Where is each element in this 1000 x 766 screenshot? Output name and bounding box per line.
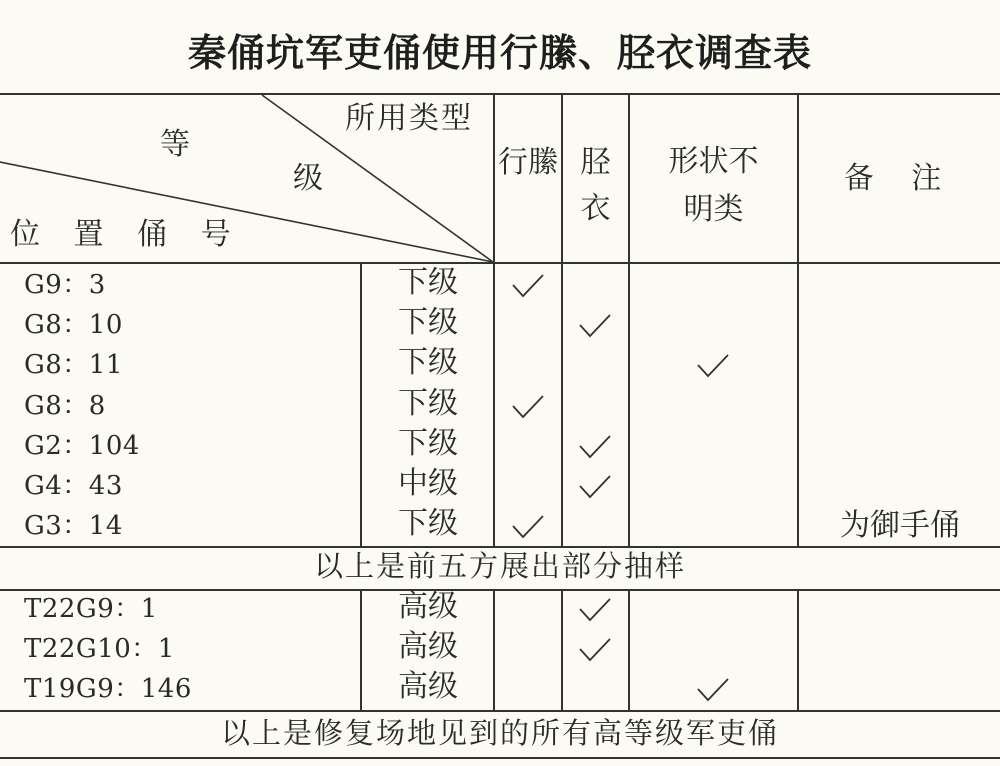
g1-row7-check-icon (511, 514, 545, 540)
corner-label-grade-2: 级 (293, 161, 323, 196)
table-title: 秦俑坑军吏俑使用行縢、胫衣调查表 (187, 31, 812, 75)
g1-row5-check-icon (578, 434, 612, 460)
g1-row3-level: 下级 (398, 345, 458, 380)
g2-row1-check-icon (578, 597, 612, 623)
col-header-unclear: 形状不明类 (668, 144, 759, 227)
g1-row6-check-icon (578, 474, 612, 500)
col-header-remarks: 备 注 (843, 161, 956, 196)
g1-row4-level: 下级 (398, 386, 458, 421)
g2-row1-level: 高级 (398, 589, 458, 624)
g1-row2-position: G8：10 (24, 310, 123, 340)
col-header-jingyi: 胫衣 (580, 145, 611, 226)
g1-row3-position: G8：11 (24, 350, 123, 380)
g2-row1-position: T22G9：1 (24, 594, 158, 624)
g1-row7-remark: 为御手俑 (840, 508, 960, 543)
g1-row1-level: 下级 (398, 265, 458, 300)
corner-label-type-1 (345, 102, 473, 136)
g1-row4-check-icon (511, 394, 545, 420)
corner-label-position: 位 置 俑 号 (10, 217, 243, 252)
g2-row2-position: T22G10：1 (24, 634, 175, 664)
g1-row1-check-icon (511, 273, 545, 299)
corner-label-type-text: 所用类型 (345, 101, 473, 136)
col-header-xingteng: 行縢 (498, 145, 558, 180)
g1-row4-position: G8：8 (24, 391, 106, 421)
g1-row7-level: 下级 (398, 506, 458, 541)
corner-label-grade-1: 等 (160, 127, 190, 162)
g2-row3-level: 高级 (398, 669, 458, 704)
g1-row3-check-icon (696, 353, 730, 379)
g1-row2-check-icon (578, 313, 612, 339)
g2-row3-check-icon (696, 677, 730, 703)
g1-row6-position: G4：43 (24, 471, 123, 501)
g1-row5-level: 下级 (398, 426, 458, 461)
g1-row2-level: 下级 (398, 305, 458, 340)
group2-summary: 以上是修复场地见到的所有高等级军吏俑 (220, 716, 779, 750)
g2-row2-level: 高级 (398, 629, 458, 664)
g2-row2-check-icon (578, 637, 612, 663)
g1-row7-position: G3：14 (24, 511, 123, 541)
group1-summary: 以上是前五方展出部分抽样 (313, 549, 686, 583)
g2-row3-position: T19G9：146 (24, 674, 192, 704)
g1-row6-level: 中级 (398, 466, 458, 501)
g1-row5-position: G2：104 (24, 431, 140, 461)
g1-row1-position: G9：3 (24, 270, 106, 300)
